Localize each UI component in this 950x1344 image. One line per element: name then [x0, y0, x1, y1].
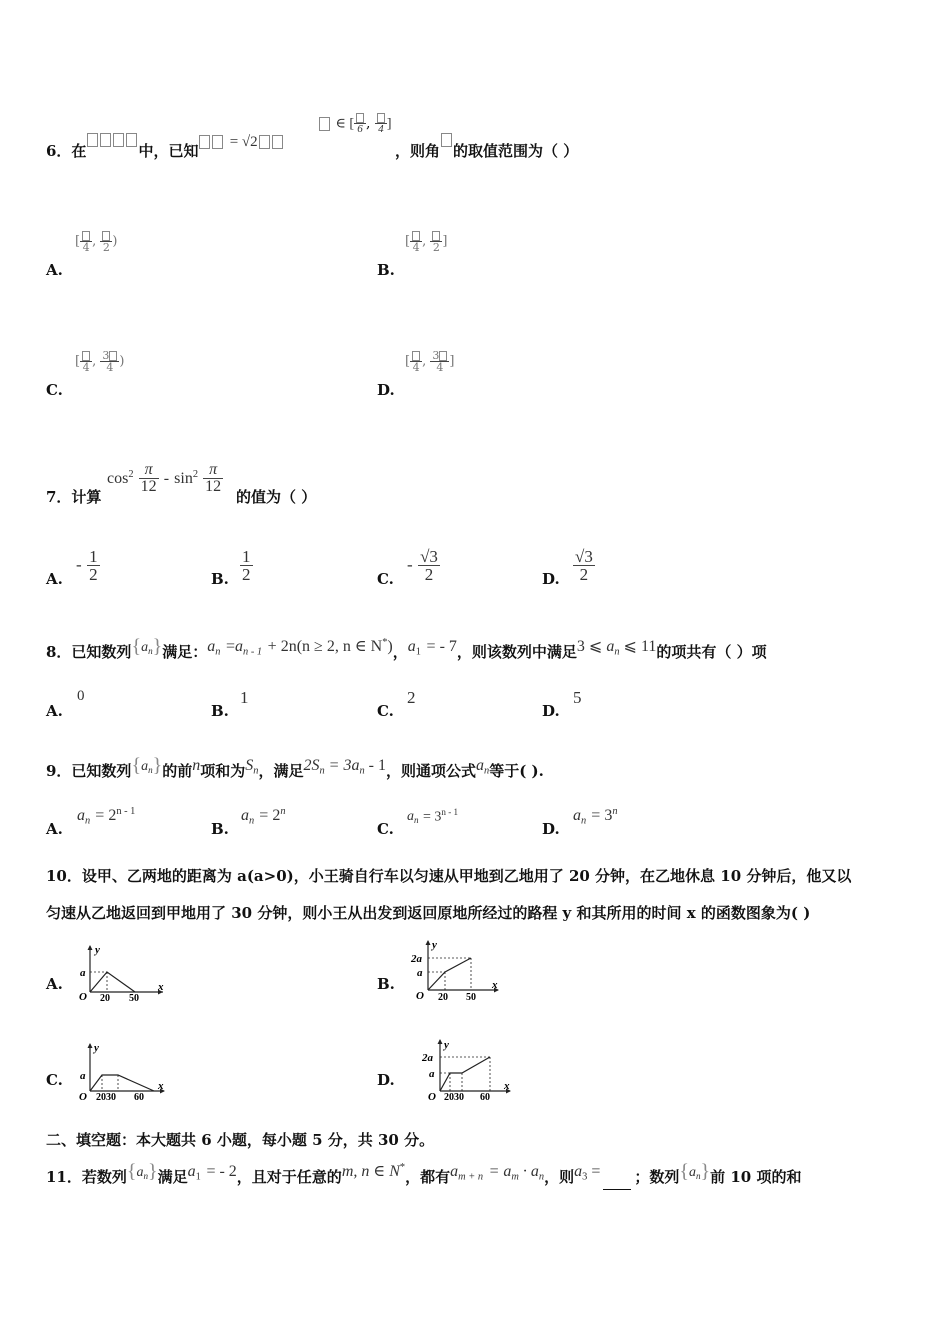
graph-d-tick-2030: 2030	[444, 1092, 464, 1102]
q10-option-d-label[interactable]: D.	[377, 1071, 395, 1089]
q7-option-d-label[interactable]: D.	[542, 570, 560, 588]
q10-graph-a[interactable]	[78, 942, 168, 1002]
question-10-line-1: 10．设甲、乙两地的距离为 a(a>0)，小王骑自行车以匀速从甲地到乙地用了 20 分钟，在乙地休息 10 分钟后，他又以	[46, 867, 852, 885]
q8-option-d-label[interactable]: D.	[542, 702, 560, 720]
q10-graph-b[interactable]	[408, 938, 504, 1002]
q6-option-b-label[interactable]: B.	[377, 261, 395, 279]
q8-seq: $\{a_n\}$	[131, 635, 163, 658]
q6-option-d[interactable]: [ 4 , $\frac{3}{4}$ ]	[405, 349, 455, 374]
q10-option-b-label[interactable]: B.	[377, 975, 395, 993]
q7-prefix: 7．计算	[46, 488, 102, 506]
graph-c-y-label: y	[94, 1042, 99, 1054]
q7-option-d[interactable]: $\frac{√3}{2}$	[575, 547, 593, 584]
graph-d-ylabel-2a: 2a	[422, 1052, 433, 1064]
q8-prefix: 8．已知数列	[46, 643, 132, 661]
graph-a-origin: O	[79, 991, 87, 1002]
q10-graph-d[interactable]	[420, 1036, 516, 1102]
q6-option-a-label[interactable]: A.	[46, 261, 63, 279]
q6-tail: ，则角 的取值范围为（ ）	[395, 140, 578, 161]
graph-a-ylabel-a: a	[80, 967, 86, 979]
q8-option-c[interactable]: 2	[407, 688, 416, 707]
graph-a-x-label: x	[158, 981, 164, 993]
q8-inequality: 3 ⩽ $a_n$ ⩽ 11	[576, 638, 657, 658]
q6-zhong: 中，已知	[138, 142, 199, 160]
q7-option-a-label[interactable]: A.	[46, 570, 63, 588]
q8-a1: $a_1$ = - 7	[407, 638, 457, 658]
q9-option-b-label[interactable]: B.	[211, 820, 229, 838]
q8-satisfy: 满足：	[162, 643, 208, 661]
graph-c-origin: O	[79, 1091, 87, 1102]
q10-option-a-label[interactable]: A.	[46, 975, 63, 993]
question-6	[46, 134, 298, 161]
q9-option-a-label[interactable]: A.	[46, 820, 63, 838]
q8-option-c-label[interactable]: C.	[377, 702, 394, 720]
q6-condition: ∈ [ 6 , 4 ]	[318, 112, 392, 135]
question-9: 9．已知数列$\{a_n\}$的前n项和为$S_n$，满足$2S_n = 3a_n - 1$，则通项公式$a_n$等于( ).	[46, 754, 544, 780]
graph-d-tick-60: 60	[480, 1092, 490, 1102]
question-7	[46, 486, 101, 507]
q7-tail: 的值为（ ）	[236, 488, 317, 506]
q7-option-c-label[interactable]: C.	[377, 570, 394, 588]
graph-b-ylabel-a: a	[417, 967, 423, 979]
graph-b-ylabel-2a: 2a	[411, 953, 422, 965]
q9-option-c-label[interactable]: C.	[377, 820, 394, 838]
q6-equation: = √2	[198, 132, 283, 150]
graph-d-origin: O	[428, 1091, 436, 1102]
q9-option-a[interactable]: $a_n = 2^{n - 1}$	[77, 805, 136, 827]
graph-d-y-label: y	[444, 1039, 449, 1051]
q8-option-b-label[interactable]: B.	[211, 702, 229, 720]
question-10-line-2: 匀速从乙地返回到甲地用了 30 分钟，则小王从出发到返回原地所经过的路程 y 和其所用的时间 x 的函数图象为( )	[46, 904, 811, 922]
q11-answer-blank[interactable]	[603, 1173, 631, 1190]
q7-option-b-label[interactable]: B.	[211, 570, 229, 588]
q6-option-d-label[interactable]: D.	[377, 381, 395, 399]
question-11: 11．若数列$\{a_n\}$满足$a_1$ = - 2，且对于任意的m, n ∈ N*，都有$a_{m + n} = a_m \cdot a_n$，则$a_3$ = ；数列$\{a_n\}$前 10 项的和	[46, 1166, 801, 1190]
q9-option-d[interactable]: $a_n = 3^n$	[573, 805, 618, 827]
graph-b-tick-50: 50	[466, 992, 476, 1002]
graph-c-tick-2030: 2030	[96, 1092, 116, 1102]
q8-option-a[interactable]: 0	[77, 688, 85, 704]
graph-c-tick-60: 60	[134, 1092, 144, 1102]
q9-option-d-label[interactable]: D.	[542, 820, 560, 838]
q7-option-c[interactable]: - $\frac{√3}{2}$	[407, 547, 438, 584]
q10-option-c-label[interactable]: C.	[46, 1071, 63, 1089]
graph-a-y-label: y	[95, 944, 100, 956]
graph-d-x-label: x	[504, 1080, 510, 1092]
q9-option-c[interactable]: $a_n = 3^{n - 1}$	[407, 807, 459, 826]
graph-b-y-label: y	[432, 939, 437, 951]
q10-graph-c[interactable]	[78, 1040, 170, 1102]
section-2-heading: 二、填空题：本大题共 6 小题，每小题 5 分，共 30 分。	[46, 1131, 435, 1149]
triangle-placeholder-glyphs	[86, 130, 138, 148]
graph-a-tick-50: 50	[129, 993, 139, 1002]
graph-c-ylabel-a: a	[80, 1070, 86, 1082]
q8-option-d[interactable]: 5	[573, 688, 582, 707]
q6-option-a[interactable]: [ 4 , 2 )	[75, 230, 117, 253]
q7-option-b[interactable]: $\frac{1}{2}$	[242, 547, 251, 584]
q9-prefix: 9．已知数列	[46, 762, 132, 780]
q6-prefix: 6．在	[46, 142, 87, 160]
graph-b-x-label: x	[492, 979, 498, 991]
q7-expression: $\cos^2$ $\frac{\pi}{12}$ - $\sin^2$ $\frac{\pi}{12}$	[107, 461, 222, 495]
q8-option-a-label[interactable]: A.	[46, 702, 63, 720]
q7-option-a[interactable]: - $\frac{1}{2}$	[76, 547, 98, 584]
q11-prefix: 11．若数列	[46, 1168, 127, 1186]
graph-b-tick-20: 20	[438, 992, 448, 1002]
q9-equation: $2S_n = 3a_n - 1$	[303, 757, 386, 777]
q6-option-c-label[interactable]: C.	[46, 381, 63, 399]
q8-recurrence: $a_n =a_{n - 1} + 2n(n \ge 2$, n ∈ N*)	[207, 636, 393, 658]
q6-option-c[interactable]: [ 4 , $\frac{3}{4}$ )	[75, 349, 125, 374]
q9-option-b[interactable]: $a_n = 2^n$	[241, 805, 286, 827]
graph-b-origin: O	[416, 990, 424, 1002]
q6-option-b[interactable]: [ 4 , 2 ]	[405, 230, 447, 253]
graph-a-tick-20: 20	[100, 993, 110, 1002]
q8-option-b[interactable]: 1	[240, 688, 249, 707]
graph-d-ylabel-a: a	[429, 1068, 435, 1080]
question-8: 8．已知数列$\{a_n\}$满足：$a_n =a_{n - 1} + 2n(n \ge 2$, n ∈ N*)，$a_1$ = - 7，则该数列中满足3 ⩽ $a_n$ ⩽ 11的项共有（ ）项	[46, 635, 767, 661]
graph-c-x-label: x	[158, 1080, 164, 1092]
